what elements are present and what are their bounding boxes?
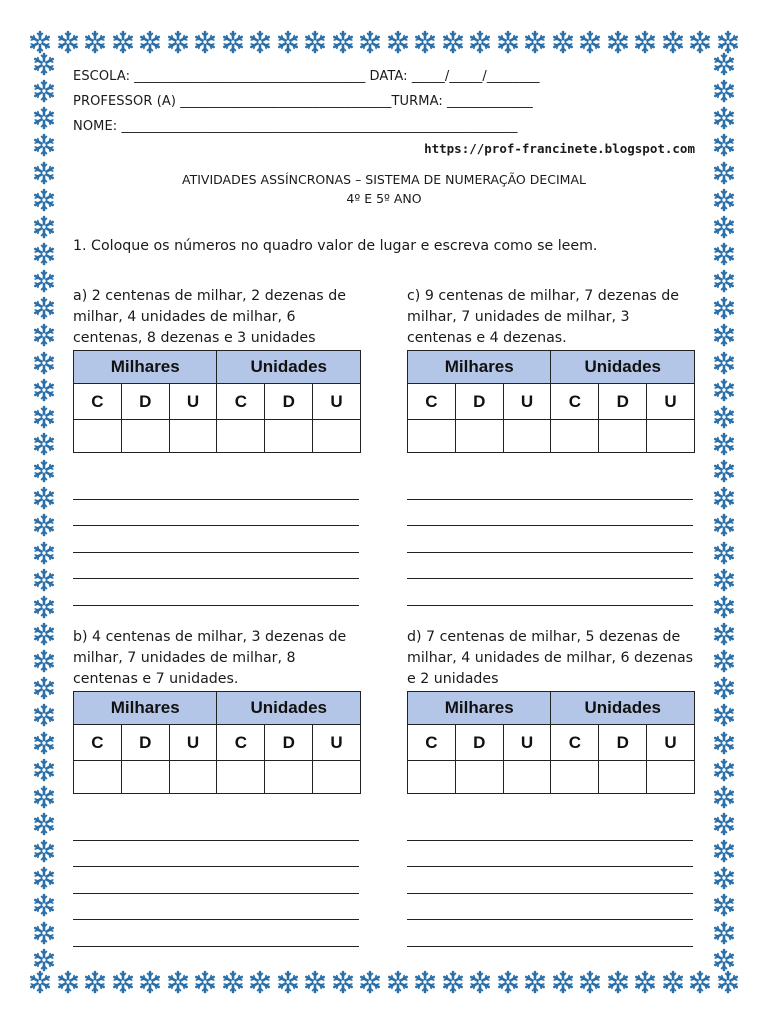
snowflake-icon — [248, 970, 272, 994]
snowflake-icon — [166, 30, 190, 54]
snowflake-icon — [138, 30, 162, 54]
answer-cell[interactable] — [313, 761, 361, 794]
column-header: D — [121, 725, 169, 761]
page-title: ATIVIDADES ASSÍNCRONAS – SISTEMA DE NUMERAÇÃO DECIMAL — [182, 172, 586, 187]
snowflake-icon — [303, 970, 327, 994]
answer-cell[interactable] — [313, 420, 361, 453]
snowflake-icon — [712, 351, 736, 375]
snowflake-icon — [32, 541, 56, 565]
answer-cell[interactable] — [265, 420, 313, 453]
snowflake-icon — [28, 30, 52, 54]
snowflake-icon — [413, 30, 437, 54]
snowflake-icon — [138, 970, 162, 994]
snowflake-icon — [712, 758, 736, 782]
snowflake-icon — [712, 676, 736, 700]
snowflake-icon — [468, 30, 492, 54]
snowflake-icon — [712, 486, 736, 510]
snowflake-icon — [712, 541, 736, 565]
border-right — [710, 52, 738, 972]
answer-cell[interactable] — [121, 761, 169, 794]
snowflake-icon — [712, 812, 736, 836]
snowflake-icon — [276, 30, 300, 54]
exercise-b — [73, 627, 361, 947]
snowflake-icon — [712, 921, 736, 945]
writing-line[interactable] — [407, 814, 693, 841]
writing-line[interactable] — [407, 526, 693, 553]
snowflake-icon — [712, 459, 736, 483]
snowflake-icon — [712, 513, 736, 537]
writing-line[interactable] — [407, 920, 693, 947]
blog-url: https://prof-francinete.blogspot.com — [424, 141, 695, 156]
column-header: U — [169, 384, 217, 420]
column-header: C — [551, 384, 599, 420]
column-header: C — [408, 725, 456, 761]
answer-cell[interactable] — [74, 420, 122, 453]
snowflake-icon — [32, 459, 56, 483]
snowflake-icon — [688, 30, 712, 54]
question-1: 1. Coloque os números no quadro valor de lugar e escreva como se leem. — [73, 238, 598, 254]
snowflake-icon — [32, 893, 56, 917]
snowflake-icon — [111, 30, 135, 54]
snowflake-icon — [221, 30, 245, 54]
snowflake-icon — [712, 432, 736, 456]
answer-cell[interactable] — [503, 420, 551, 453]
snowflake-icon — [712, 242, 736, 266]
answer-cell[interactable] — [551, 420, 599, 453]
unidades-header: Unidades — [551, 692, 695, 725]
escola-data-line[interactable]: ESCOLA: ___________________________________ DATA: _____/_____/________ — [73, 69, 540, 84]
column-header: U — [313, 725, 361, 761]
place-value-table — [407, 691, 695, 794]
writing-line[interactable] — [73, 867, 359, 894]
snowflake-icon — [661, 30, 685, 54]
column-header: D — [265, 384, 313, 420]
answer-cell[interactable] — [169, 420, 217, 453]
writing-line[interactable] — [73, 920, 359, 947]
writing-line[interactable] — [73, 473, 359, 500]
snowflake-icon — [32, 866, 56, 890]
snowflake-icon — [441, 30, 465, 54]
snowflake-icon — [712, 106, 736, 130]
writing-line[interactable] — [73, 894, 359, 921]
snowflake-icon — [712, 622, 736, 646]
snowflake-icon — [712, 703, 736, 727]
snowflake-icon — [661, 970, 685, 994]
snowflake-icon — [633, 970, 657, 994]
writing-line[interactable] — [407, 553, 693, 580]
writing-line[interactable] — [407, 867, 693, 894]
snowflake-icon — [32, 812, 56, 836]
column-header: C — [408, 384, 456, 420]
writing-line[interactable] — [73, 526, 359, 553]
snowflake-icon — [496, 970, 520, 994]
column-header: C — [217, 384, 265, 420]
snowflake-icon — [32, 269, 56, 293]
snowflake-icon — [32, 378, 56, 402]
snowflake-icon — [716, 970, 740, 994]
column-header: U — [313, 384, 361, 420]
milhares-header: Milhares — [74, 692, 217, 725]
snowflake-icon — [712, 52, 736, 76]
writing-line[interactable] — [73, 579, 359, 606]
snowflake-icon — [32, 758, 56, 782]
exercise-a — [73, 286, 361, 606]
answer-cell[interactable] — [408, 761, 456, 794]
answer-lines — [73, 473, 361, 606]
snowflake-icon — [32, 79, 56, 103]
snowflake-icon — [166, 970, 190, 994]
place-value-table — [407, 350, 695, 453]
writing-line[interactable] — [73, 814, 359, 841]
answer-cell[interactable] — [217, 420, 265, 453]
snowflake-icon — [32, 622, 56, 646]
answer-cell[interactable] — [599, 761, 647, 794]
snowflake-icon — [32, 133, 56, 157]
answer-cell[interactable] — [647, 420, 695, 453]
unidades-header: Unidades — [217, 692, 361, 725]
answer-cell[interactable] — [265, 761, 313, 794]
snowflake-icon — [32, 215, 56, 239]
snowflake-icon — [276, 970, 300, 994]
snowflake-icon — [712, 893, 736, 917]
answer-cell[interactable] — [455, 420, 503, 453]
snowflake-icon — [712, 948, 736, 972]
snowflake-icon — [523, 30, 547, 54]
snowflake-icon — [56, 30, 80, 54]
column-header: C — [74, 725, 122, 761]
snowflake-icon — [111, 970, 135, 994]
place-value-table — [73, 691, 361, 794]
snowflake-icon — [606, 30, 630, 54]
snowflake-icon — [358, 30, 382, 54]
answer-lines — [407, 814, 695, 947]
answer-cell[interactable] — [647, 761, 695, 794]
snowflake-icon — [712, 323, 736, 347]
snowflake-icon — [32, 568, 56, 592]
snowflake-icon — [221, 970, 245, 994]
snowflake-icon — [386, 30, 410, 54]
column-header: U — [503, 725, 551, 761]
exercise-text: d) 7 centenas de milhar, 5 dezenas de milhar, 4 unidades de milhar, 6 dezenas e 2 unidades — [407, 629, 694, 687]
unidades-header: Unidades — [551, 351, 695, 384]
milhares-header: Milhares — [408, 351, 551, 384]
snowflake-icon — [32, 839, 56, 863]
column-header: U — [503, 384, 551, 420]
exercise-c — [407, 286, 695, 606]
snowflake-icon — [633, 30, 657, 54]
writing-line[interactable] — [407, 500, 693, 527]
snowflake-icon — [712, 215, 736, 239]
answer-cell[interactable] — [455, 761, 503, 794]
snowflake-icon — [303, 30, 327, 54]
border-top — [28, 28, 740, 56]
border-left — [30, 52, 58, 972]
snowflake-icon — [606, 970, 630, 994]
column-header: U — [647, 384, 695, 420]
column-header: U — [169, 725, 217, 761]
exercise-text: b) 4 centenas de milhar, 3 dezenas de milhar, 7 unidades de milhar, 8 centenas e 7 unidades. — [73, 629, 347, 687]
snowflake-icon — [441, 970, 465, 994]
writing-line[interactable] — [73, 553, 359, 580]
nome-line[interactable]: NOME: ____________________________________________________________ — [73, 119, 518, 134]
snowflake-icon — [712, 378, 736, 402]
snowflake-icon — [496, 30, 520, 54]
snowflake-icon — [688, 970, 712, 994]
answer-cell[interactable] — [599, 420, 647, 453]
snowflake-icon — [56, 970, 80, 994]
snowflake-icon — [712, 839, 736, 863]
snowflake-icon — [248, 30, 272, 54]
snowflake-icon — [551, 30, 575, 54]
answer-cell[interactable] — [169, 761, 217, 794]
exercise-text: c) 9 centenas de milhar, 7 dezenas de milhar, 7 unidades de milhar, 3 centenas e 4 dezenas. — [407, 288, 680, 346]
snowflake-icon — [193, 30, 217, 54]
snowflake-icon — [32, 595, 56, 619]
writing-line[interactable] — [407, 473, 693, 500]
snowflake-icon — [712, 785, 736, 809]
snowflake-icon — [716, 30, 740, 54]
answer-cell[interactable] — [551, 761, 599, 794]
snowflake-icon — [331, 970, 355, 994]
professor-turma-line[interactable]: PROFESSOR (A) ________________________________TURMA: _____________ — [73, 94, 533, 109]
place-value-table — [73, 350, 361, 453]
snowflake-icon — [32, 948, 56, 972]
answer-cell[interactable] — [217, 761, 265, 794]
snowflake-icon — [32, 242, 56, 266]
snowflake-icon — [712, 649, 736, 673]
writing-line[interactable] — [407, 579, 693, 606]
snowflake-icon — [712, 731, 736, 755]
column-header: D — [265, 725, 313, 761]
snowflake-icon — [32, 106, 56, 130]
answer-lines — [73, 814, 361, 947]
answer-cell[interactable] — [503, 761, 551, 794]
snowflake-icon — [468, 970, 492, 994]
snowflake-icon — [413, 970, 437, 994]
snowflake-icon — [712, 133, 736, 157]
writing-line[interactable] — [73, 841, 359, 868]
snowflake-icon — [32, 52, 56, 76]
snowflake-icon — [32, 486, 56, 510]
border-bottom — [28, 968, 740, 996]
snowflake-icon — [358, 970, 382, 994]
writing-line[interactable] — [73, 500, 359, 527]
snowflake-icon — [551, 970, 575, 994]
exercise-text: a) 2 centenas de milhar, 2 dezenas de milhar, 4 unidades de milhar, 6 centenas, 8 dezenas e 3 unidades — [73, 288, 346, 346]
snowflake-icon — [28, 970, 52, 994]
snowflake-icon — [83, 30, 107, 54]
snowflake-icon — [32, 323, 56, 347]
milhares-header: Milhares — [74, 351, 217, 384]
snowflake-icon — [32, 649, 56, 673]
answer-cell[interactable] — [74, 761, 122, 794]
column-header: D — [455, 725, 503, 761]
snowflake-icon — [32, 351, 56, 375]
writing-line[interactable] — [407, 841, 693, 868]
snowflake-icon — [712, 269, 736, 293]
column-header: C — [74, 384, 122, 420]
snowflake-icon — [32, 296, 56, 320]
column-header: D — [599, 725, 647, 761]
column-header: D — [599, 384, 647, 420]
snowflake-icon — [32, 703, 56, 727]
snowflake-icon — [523, 970, 547, 994]
snowflake-icon — [32, 921, 56, 945]
milhares-header: Milhares — [408, 692, 551, 725]
answer-cell[interactable] — [121, 420, 169, 453]
answer-cell[interactable] — [408, 420, 456, 453]
snowflake-icon — [386, 970, 410, 994]
snowflake-icon — [32, 731, 56, 755]
column-header: U — [647, 725, 695, 761]
snowflake-icon — [712, 866, 736, 890]
snowflake-icon — [712, 568, 736, 592]
snowflake-icon — [712, 595, 736, 619]
column-header: C — [217, 725, 265, 761]
snowflake-icon — [32, 432, 56, 456]
snowflake-icon — [712, 79, 736, 103]
snowflake-icon — [578, 970, 602, 994]
snowflake-icon — [193, 970, 217, 994]
snowflake-icon — [712, 296, 736, 320]
snowflake-icon — [32, 513, 56, 537]
column-header: C — [551, 725, 599, 761]
exercise-d — [407, 627, 695, 947]
snowflake-icon — [32, 676, 56, 700]
snowflake-icon — [578, 30, 602, 54]
page-subtitle: 4º E 5º ANO — [346, 191, 422, 206]
writing-line[interactable] — [407, 894, 693, 921]
column-header: D — [455, 384, 503, 420]
snowflake-icon — [32, 405, 56, 429]
snowflake-icon — [32, 785, 56, 809]
column-header: D — [121, 384, 169, 420]
unidades-header: Unidades — [217, 351, 361, 384]
snowflake-icon — [712, 405, 736, 429]
snowflake-icon — [83, 970, 107, 994]
answer-lines — [407, 473, 695, 606]
snowflake-icon — [331, 30, 355, 54]
